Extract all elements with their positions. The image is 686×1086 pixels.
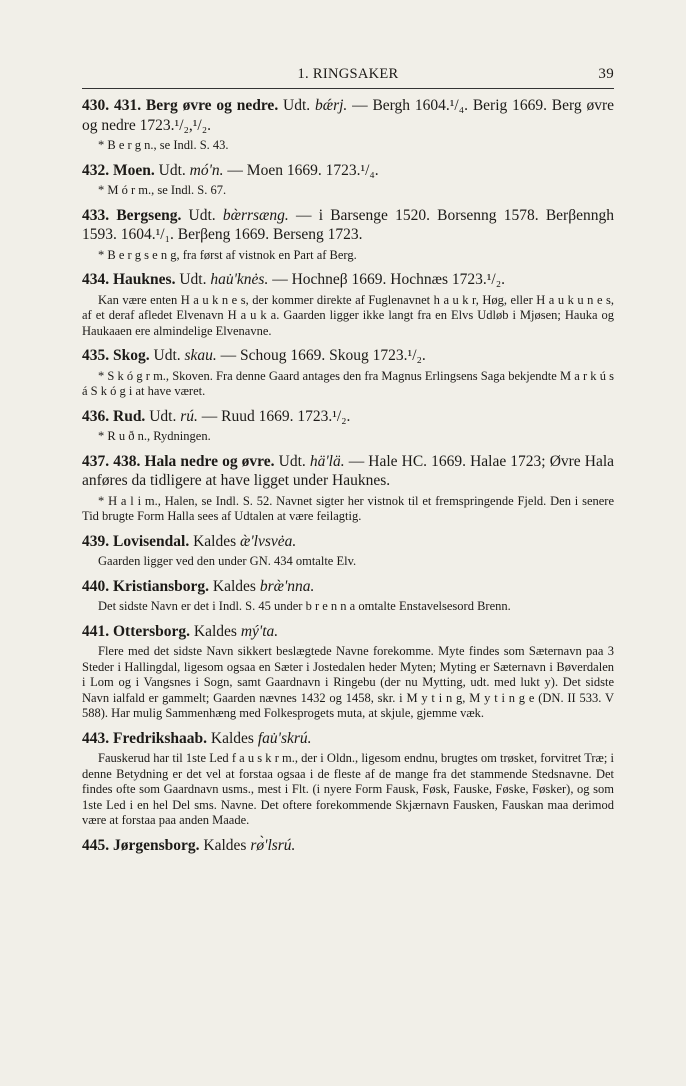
entry-note: Flere med det sidste Navn sikkert beslægtede Navne forekomme. Myte findes som Sæternavn paa 3 Steder i Hallingdal, ligesom ogsaa en Sæter i Jostedalen heder Myten; Myting er Sæternavn i Bøverdalen i Lom og i Vangsnes i Sogn, samt Gaardnavn i Ringebu (der nu Mytting, udt. med lukt y). Det sidste Navn ialfald er gammelt; Gaarden nævnes 1432 og 1458, skr. i M y t i n g, M y t i n g e (DN. II 533. V 588). Har mulig Sammenhæng med Folkesprogets muta, at skjule, gjemme væk. <box>82 644 614 720</box>
pronunciation: æ̀'lvsvėa. <box>240 532 297 550</box>
entry <box>82 407 614 427</box>
pronunciation-prefix: Kaldes <box>193 622 237 640</box>
entry-list <box>82 96 614 855</box>
running-header <box>82 66 614 88</box>
pronunciation: mó'n. <box>189 161 224 179</box>
farm-name: Hauknes. <box>113 271 176 288</box>
pronunciation-prefix: Kaldes <box>193 532 237 550</box>
pronunciation-prefix: Udt. <box>179 271 207 288</box>
historical-forms: — Ruud 1669. 1723.¹/₂. <box>201 407 351 425</box>
header-rule <box>82 88 614 89</box>
pronunciation: hä'lä. <box>309 452 345 470</box>
entry-note: * S k ó g r m., Skoven. Fra denne Gaard antages den fra Magnus Erlingsens Saga bekjendte M a r k ú s á S k ó g i at have været. <box>82 368 614 398</box>
historical-forms: — Schoug 1669. Skoug 1723.¹/₂. <box>220 347 426 364</box>
entry <box>82 836 614 856</box>
entry-note: * R u ð n., Rydningen. <box>98 429 211 443</box>
farm-name: Jørgensborg. <box>113 836 200 854</box>
entry-number: 436. <box>82 407 110 425</box>
entry-number: 443. <box>82 729 110 747</box>
entry-number: 439. <box>82 532 110 550</box>
entry-number: 445. <box>82 836 110 854</box>
entry-number: 441. <box>82 622 110 640</box>
entry-note: * M ó r m., se Indl. S. 67. <box>98 183 227 197</box>
entry-number: 432. <box>82 161 110 179</box>
pronunciation: fau̇'skrú. <box>257 729 312 747</box>
pronunciation: hau̇'knės. <box>210 271 269 288</box>
farm-name: Skog. <box>113 347 150 364</box>
entry-number: 433. <box>82 206 110 224</box>
pronunciation-prefix: Kaldes <box>203 836 247 854</box>
entry-note: * H a l i m., Halen, se Indl. S. 52. Navnet sigter her vistnok til et fremspringende Fjeld. Den i senere Tid brugte Form Halla sees af Udtalen at være feilagtig. <box>82 493 614 523</box>
pronunciation-prefix: Udt. <box>149 407 177 425</box>
farm-name: Kristiansborg. <box>113 577 210 595</box>
pronunciation: rú. <box>180 407 198 425</box>
entry-note: * B e r g n., se Indl. S. 43. <box>98 138 229 152</box>
pronunciation-prefix: Udt. <box>188 206 216 224</box>
entry <box>82 161 614 181</box>
pronunciation: bæ̀rrsæng. <box>222 206 289 224</box>
historical-forms: — Bergh 1604.¹/₄. Berig 1669. Berg øvre og nedre 1723.¹/₂,¹/₂. <box>82 97 614 134</box>
entry <box>82 622 614 642</box>
entry-note: Gaarden ligger ved den under GN. 434 omtalte Elv. <box>98 554 357 568</box>
pronunciation-prefix: Kaldes <box>212 577 256 595</box>
entry-number: 435. <box>82 347 110 364</box>
entry <box>82 729 614 749</box>
farm-name: Lovisendal. <box>113 532 190 550</box>
pronunciation-prefix: Kaldes <box>210 729 254 747</box>
historical-forms: — Hochneβ 1669. Hochnæs 1723.¹/₂. <box>272 271 505 288</box>
entry-note: Fauskerud har til 1ste Led f a u s k r m., der i Oldn., ligesom endnu, brugtes om trøsket, forvitret Træ; i denne Betydning er det vel at forstaa ogsaa i de fleste af de mange fra det stammende Stedsnavne. Det findes ofte som Gaardnavn usms., mest i Flt. (i nyere Form Fausk, Føsk, Fauske, Føske, Føsker), og som 1ste Led i en hel Del sms. Navne. Det oftere forekommende Skjærnavn Fausken, Fauskan maa derimod være at forstaa paa anden Maade. <box>82 751 614 827</box>
pronunciation: rø̀'lsrú. <box>250 836 296 854</box>
chapter-title: 1. RINGSAKER <box>297 66 399 82</box>
farm-name: Rud. <box>113 407 146 425</box>
pronunciation: bræ̀'nna. <box>259 577 315 595</box>
pronunciation-prefix: Udt. <box>278 452 306 470</box>
entry-number: 430. 431. <box>82 97 142 114</box>
entry <box>82 206 614 245</box>
pronunciation: mý'ta. <box>240 622 279 640</box>
entry <box>82 96 614 135</box>
page-number: 39 <box>598 66 614 82</box>
farm-name: Moen. <box>113 161 155 179</box>
entry-note: Kan være enten H a u k n e s, der kommer direkte af Fuglenavnet h a u k r, Høg, eller H a u k u n e s, af et deraf afledet Elvenavn H a u k a. Gaarden ligger ikke langt fra en Elvs Udløb i Mjøsen; Hauka og Haukaaen ere almindelige Elvenavne. <box>82 292 614 338</box>
pronunciation: skau. <box>184 347 217 364</box>
farm-name: Ottersborg. <box>113 622 191 640</box>
historical-forms: — i Barsenge 1520. Borsenng 1578. Berβenngh 1593. 1604.¹/₁. Berβeng 1669. Berseng 1723. <box>82 206 614 243</box>
entry <box>82 452 614 491</box>
farm-name: Berg øvre og nedre. <box>145 97 279 114</box>
entry <box>82 532 614 552</box>
entry <box>82 270 614 290</box>
entry-note: Det sidste Navn er det i Indl. S. 45 under b r e n n a omtalte Enstavelsesord Brenn. <box>98 599 511 613</box>
entry <box>82 346 614 366</box>
entry-number: 437. 438. <box>82 452 141 470</box>
farm-name: Hala nedre og øvre. <box>144 452 275 470</box>
entry-number: 434. <box>82 271 110 288</box>
farm-name: Fredrikshaab. <box>113 729 208 747</box>
entry <box>82 577 614 597</box>
historical-forms: — Hale HC. 1669. Halae 1723; Øvre Hala anføres da tidligere at have ligget under Hauknes. <box>82 452 615 489</box>
pronunciation-prefix: Udt. <box>158 161 186 179</box>
farm-name: Bergseng. <box>116 206 182 224</box>
pronunciation-prefix: Udt. <box>283 97 311 114</box>
historical-forms: — Moen 1669. 1723.¹/₄. <box>227 161 379 179</box>
pronunciation-prefix: Udt. <box>153 347 181 364</box>
pronunciation: bǽrj. <box>314 97 348 114</box>
entry-number: 440. <box>82 577 110 595</box>
entry-note: * B e r g s e n g, fra først af vistnok en Part af Berg. <box>98 247 357 262</box>
